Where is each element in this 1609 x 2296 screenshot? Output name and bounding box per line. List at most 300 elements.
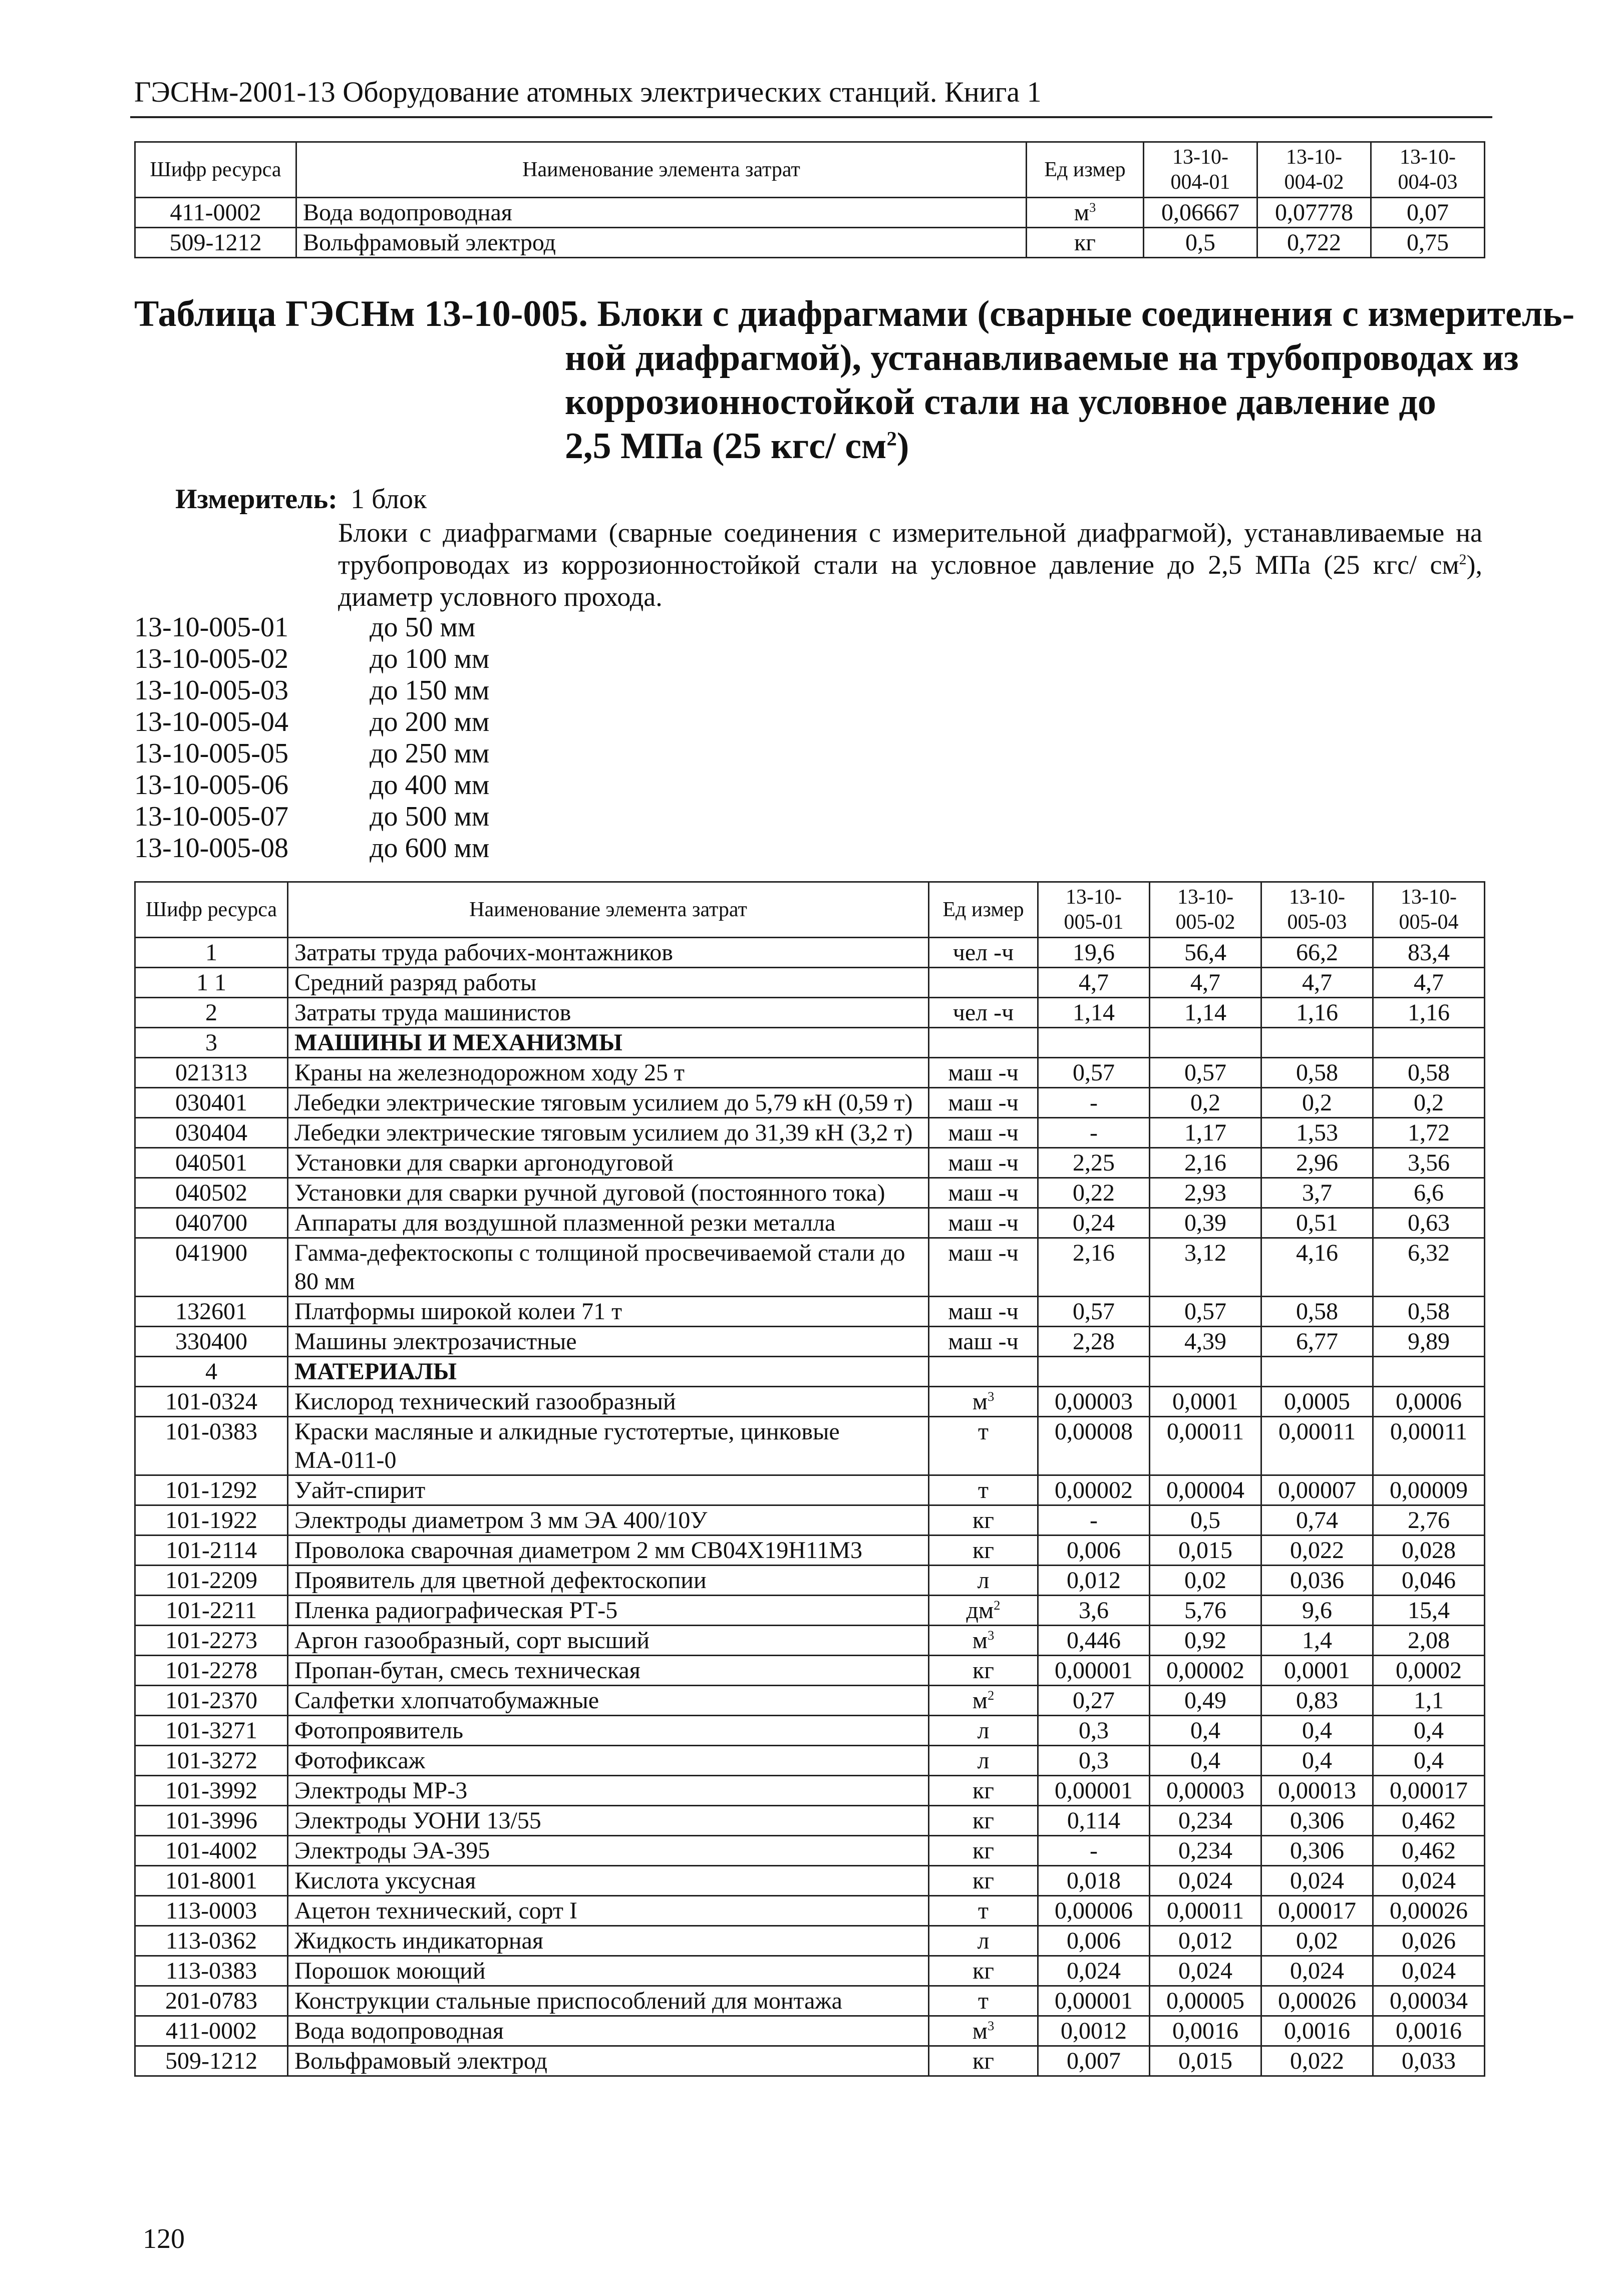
cell-value: 0,57 [1038, 1058, 1150, 1088]
cell-name: Затраты труда машинистов [288, 998, 929, 1028]
cell-value: 0,234 [1150, 1806, 1261, 1836]
cell-name: Жидкость индикаторная [288, 1926, 929, 1956]
cell-value: 0,0016 [1150, 2016, 1261, 2046]
unit-sup: 3 [1089, 200, 1096, 215]
cell-name: Порошок моющий [288, 1956, 929, 1986]
cell-value: - [1038, 1836, 1150, 1866]
cell-value: 4,7 [1373, 968, 1485, 998]
cell-name: МАШИНЫ И МЕХАНИЗМЫ [288, 1028, 929, 1058]
cell-name: Пленка радиографическая РТ-5 [288, 1596, 929, 1626]
item-code: 13-10-005-02 [134, 643, 288, 674]
cell-code: 113-0383 [135, 1956, 288, 1986]
description-sup: 2 [1459, 552, 1467, 568]
cell-value: 0,446 [1038, 1626, 1150, 1656]
page-number: 120 [143, 2223, 185, 2254]
cell-value: 0,4 [1150, 1746, 1261, 1776]
unit-text: кг [972, 1807, 994, 1834]
code-list-item [134, 738, 489, 770]
cell-value: 83,4 [1373, 938, 1485, 968]
cell-code: 101-8001 [135, 1866, 288, 1896]
cell-code: 201-0783 [135, 1986, 288, 2016]
cell-code: 101-4002 [135, 1836, 288, 1866]
cell-code: 101-2209 [135, 1566, 288, 1596]
cell-code: 101-2273 [135, 1626, 288, 1656]
cell-name: Лебедки электрические тяговым усилием до 31,39 кН (3,2 т) [288, 1118, 929, 1148]
cell-unit [929, 1926, 1038, 1956]
cell-value: 6,77 [1261, 1327, 1373, 1357]
table-row [135, 938, 1485, 968]
cell-unit [929, 1626, 1038, 1656]
col-header-name: Наименование элемента затрат [296, 142, 1027, 198]
cell-value: 0,3 [1038, 1746, 1150, 1776]
col-header-c4: 13-10- 005-04 [1373, 882, 1485, 938]
cell-value: 3,6 [1038, 1596, 1150, 1626]
unit-text: т [978, 1477, 989, 1503]
cell-name: Салфетки хлопчатобумажные [288, 1686, 929, 1716]
cell-name: Конструкции стальные приспособлений для монтажа [288, 1986, 929, 2016]
section-row [135, 1357, 1485, 1387]
cell-value: 0,006 [1038, 1536, 1150, 1566]
table-row [135, 1896, 1485, 1926]
table-row [135, 1986, 1485, 2016]
cell-name: Аппараты для воздушной плазменной резки металла [288, 1208, 929, 1238]
cell-name: Установки для сварки ручной дуговой (постоянного тока) [288, 1178, 929, 1208]
unit-text: кг [972, 2048, 994, 2074]
cell-value: 0,57 [1038, 1297, 1150, 1327]
table-row [135, 1238, 1485, 1297]
unit-text: маш -ч [948, 1328, 1019, 1355]
unit-sup: 3 [988, 2018, 995, 2033]
cell-unit [929, 1148, 1038, 1178]
cell-unit [929, 1596, 1038, 1626]
cell-value: 0,00001 [1038, 1986, 1150, 2016]
cell-value: 2,28 [1038, 1327, 1150, 1357]
cell-code: 040700 [135, 1208, 288, 1238]
cell-name: Краски масляные и алкидные густотертые, цинковые МА-011-0 [288, 1417, 929, 1475]
col-header-unit: Ед измер [1027, 142, 1144, 198]
previous-table-continuation [134, 141, 1485, 258]
cell-unit [929, 2046, 1038, 2076]
cell-code: 2 [135, 998, 288, 1028]
item-text: до 100 мм [370, 643, 490, 674]
cell-value: 0,58 [1261, 1058, 1373, 1088]
cell-value: 0,4 [1373, 1716, 1485, 1746]
table-row [135, 1626, 1485, 1656]
cell-code: 101-1922 [135, 1505, 288, 1536]
cell-value: 0,24 [1038, 1208, 1150, 1238]
cell-value: 4,7 [1150, 968, 1261, 998]
unit-text: кг [1074, 229, 1096, 256]
cell-value: 0,00006 [1038, 1896, 1150, 1926]
table-row [135, 2046, 1485, 2076]
table-row [135, 1475, 1485, 1505]
cell-name: Гамма-дефектоскопы с толщиной просвечиваемой стали до 80 мм [288, 1238, 929, 1297]
unit-text: кг [972, 1507, 994, 1534]
cell-code: 101-0324 [135, 1387, 288, 1417]
cell-code: 101-2278 [135, 1656, 288, 1686]
cell-value: 0,024 [1150, 1866, 1261, 1896]
cell-value: 0,00026 [1373, 1896, 1485, 1926]
item-text: до 50 мм [370, 612, 476, 643]
cell-unit [929, 1088, 1038, 1118]
cell-value: 0,00007 [1261, 1475, 1373, 1505]
cell-unit [929, 1118, 1038, 1148]
cell-unit [929, 968, 1038, 998]
cell-code: 030404 [135, 1118, 288, 1148]
cell-value: 0,92 [1150, 1626, 1261, 1656]
unit-text: м [972, 1687, 988, 1714]
cell-value: 0,00011 [1261, 1417, 1373, 1475]
cell-value: 0,2 [1261, 1088, 1373, 1118]
cell-name: Пропан-бутан, смесь техническая [288, 1656, 929, 1686]
unit-sup: 2 [994, 1598, 1001, 1613]
cell-value: 2,76 [1373, 1505, 1485, 1536]
description [338, 517, 1482, 613]
cell-value: 0,00017 [1261, 1896, 1373, 1926]
table-row [135, 1208, 1485, 1238]
cell-code: 509-1212 [135, 2046, 288, 2076]
cell-code: 411-0002 [135, 2016, 288, 2046]
cell-value: 0,00011 [1373, 1417, 1485, 1475]
cell-name: Ацетон технический, сорт I [288, 1896, 929, 1926]
cell-unit [929, 998, 1038, 1028]
cell-value: 0,033 [1373, 2046, 1485, 2076]
cell-unit [929, 1208, 1038, 1238]
cell-value: 0,015 [1150, 2046, 1261, 2076]
cell-value: 0,0005 [1261, 1387, 1373, 1417]
item-text: до 250 мм [370, 738, 490, 769]
title-line-3: коррозионностойкой стали на условное давление до [565, 381, 1436, 423]
cell-code: 040502 [135, 1178, 288, 1208]
cell-value: 0,306 [1261, 1806, 1373, 1836]
meter-value: 1 блок [351, 484, 427, 515]
cell-value: 0,2 [1150, 1088, 1261, 1118]
table-header-row [135, 882, 1485, 938]
table-row [135, 1088, 1485, 1118]
unit-text: л [977, 1717, 990, 1744]
table-row [135, 1656, 1485, 1686]
cell-name: МАТЕРИАЛЫ [288, 1357, 929, 1387]
cell-value: 0,07 [1371, 198, 1485, 228]
unit-text: маш -ч [948, 1240, 1019, 1266]
cell-value: 0,234 [1150, 1836, 1261, 1866]
cell-code: 113-0003 [135, 1896, 288, 1926]
cell-value: 0,036 [1261, 1566, 1373, 1596]
code-list-item [134, 643, 489, 675]
cell-code: 041900 [135, 1238, 288, 1297]
code-list-item [134, 833, 489, 864]
cell-name: Проволока сварочная диаметром 2 мм СВ04Х19Н11М3 [288, 1536, 929, 1566]
cell-unit [929, 1836, 1038, 1866]
unit-sup: 3 [988, 1628, 995, 1643]
unit-text: маш -ч [948, 1180, 1019, 1206]
cell-value: 0,4 [1373, 1746, 1485, 1776]
cell-value: 4,16 [1261, 1238, 1373, 1297]
table-row [135, 1417, 1485, 1475]
cell-unit [929, 938, 1038, 968]
item-code: 13-10-005-05 [134, 738, 288, 769]
title-line-4-text: 2,5 МПа (25 кгс/ см [565, 426, 887, 467]
cell-value: 0,462 [1373, 1836, 1485, 1866]
unit-text: м [972, 1388, 988, 1415]
unit-text: м [1074, 199, 1090, 226]
cell-code: 101-0383 [135, 1417, 288, 1475]
table-row [135, 228, 1485, 258]
cell-value: 1,72 [1373, 1118, 1485, 1148]
cell-value: 1,16 [1261, 998, 1373, 1028]
cell-code: 101-1292 [135, 1475, 288, 1505]
cell-value: 0,022 [1261, 2046, 1373, 2076]
table-row [135, 1566, 1485, 1596]
cell-value [1038, 1357, 1150, 1387]
cell-code: 101-2114 [135, 1536, 288, 1566]
cell-unit [929, 1387, 1038, 1417]
cell-value: 15,4 [1373, 1596, 1485, 1626]
cell-value: 0,74 [1261, 1505, 1373, 1536]
cell-name: Лебедки электрические тяговым усилием до 5,79 кН (0,59 т) [288, 1088, 929, 1118]
cell-value: 0,75 [1371, 228, 1485, 258]
cell-code: 101-2211 [135, 1596, 288, 1626]
unit-text: м [972, 1627, 988, 1654]
title-line-4-end: ) [896, 426, 909, 467]
cell-value: 0,462 [1373, 1806, 1485, 1836]
table-row [135, 1746, 1485, 1776]
cell-value: 0,00002 [1150, 1656, 1261, 1686]
cell-value: 2,93 [1150, 1178, 1261, 1208]
cell-value: - [1038, 1118, 1150, 1148]
item-text: до 500 мм [370, 801, 490, 832]
table-row [135, 1956, 1485, 1986]
cell-value: - [1038, 1088, 1150, 1118]
cell-code: 4 [135, 1357, 288, 1387]
item-text: до 150 мм [370, 675, 490, 706]
cell-value: 0,114 [1038, 1806, 1150, 1836]
cell-value: 0,00004 [1150, 1475, 1261, 1505]
cell-value: 0,07778 [1257, 198, 1371, 228]
cell-unit [929, 1357, 1038, 1387]
cell-unit [929, 1327, 1038, 1357]
cell-value: 0,4 [1261, 1746, 1373, 1776]
item-code: 13-10-005-06 [134, 770, 288, 801]
cell-value: 0,024 [1373, 1956, 1485, 1986]
cell-value: 0,57 [1150, 1297, 1261, 1327]
cell-unit [929, 1746, 1038, 1776]
cell-value: 0,012 [1150, 1926, 1261, 1956]
cell-value: 0,00011 [1150, 1417, 1261, 1475]
cell-value: 0,00003 [1038, 1387, 1150, 1417]
table-row [135, 1327, 1485, 1357]
cell-code: 509-1212 [135, 228, 296, 258]
cell-value: 0,58 [1261, 1297, 1373, 1327]
unit-text: т [978, 1988, 989, 2014]
cell-value: 0,58 [1373, 1058, 1485, 1088]
cell-code: 101-3272 [135, 1746, 288, 1776]
cell-value: 1,14 [1038, 998, 1150, 1028]
cell-value: 0,018 [1038, 1866, 1150, 1896]
cell-value: 0,028 [1373, 1536, 1485, 1566]
cell-value: 0,015 [1150, 1536, 1261, 1566]
cell-unit [929, 1776, 1038, 1806]
unit-text: кг [972, 1657, 994, 1684]
cell-code: 1 1 [135, 968, 288, 998]
cell-value [1373, 1028, 1485, 1058]
cell-value: 0,4 [1150, 1716, 1261, 1746]
cell-value: 0,39 [1150, 1208, 1261, 1238]
code-list-item [134, 801, 489, 833]
cell-code: 330400 [135, 1327, 288, 1357]
cell-code: 101-3996 [135, 1806, 288, 1836]
cell-code: 411-0002 [135, 198, 296, 228]
table-row [135, 1387, 1485, 1417]
cell-value: 0,0016 [1373, 2016, 1485, 2046]
table-row [135, 1297, 1485, 1327]
cell-value: 0,00001 [1038, 1656, 1150, 1686]
cell-unit [929, 1178, 1038, 1208]
cell-value: 0,024 [1261, 1866, 1373, 1896]
cell-value: 0,306 [1261, 1836, 1373, 1866]
cell-value: 1,4 [1261, 1626, 1373, 1656]
col-header-c1: 13-10- 004-01 [1144, 142, 1257, 198]
resource-table [134, 881, 1485, 2077]
table-row [135, 1866, 1485, 1896]
title-line-4-sup: 2 [886, 427, 897, 450]
cell-code: 101-3271 [135, 1716, 288, 1746]
cell-name: Платформы широкой колеи 71 т [288, 1297, 929, 1327]
cell-name: Вода водопроводная [296, 198, 1027, 228]
unit-text: л [977, 1928, 990, 1954]
item-code: 13-10-005-01 [134, 612, 288, 643]
cell-value: 66,2 [1261, 938, 1373, 968]
cell-value: 0,00017 [1373, 1776, 1485, 1806]
table-row [135, 1806, 1485, 1836]
table-row [135, 1686, 1485, 1716]
cell-value [1038, 1028, 1150, 1058]
cell-value: 0,00002 [1038, 1475, 1150, 1505]
unit-sup: 3 [988, 1389, 995, 1404]
title-line-1: Таблица ГЭСНм 13-10-005. Блоки с диафрагмами (сварные соединения с измеритель- [134, 293, 1575, 334]
cell-value: 0,00001 [1038, 1776, 1150, 1806]
item-code: 13-10-005-04 [134, 706, 288, 737]
description-text-2: ), диаметр условного прохода. [338, 550, 1482, 612]
table-row [135, 1118, 1485, 1148]
item-text: до 600 мм [370, 833, 490, 864]
cell-value: 0,0001 [1261, 1656, 1373, 1686]
unit-text: т [978, 1897, 989, 1924]
cell-name: Фотопроявитель [288, 1716, 929, 1746]
cell-name: Электроды ЭА-395 [288, 1836, 929, 1866]
cell-unit [929, 1566, 1038, 1596]
table-row [135, 1836, 1485, 1866]
cell-code: 030401 [135, 1088, 288, 1118]
code-list [134, 612, 489, 864]
cell-value: 0,006 [1038, 1926, 1150, 1956]
unit-text: маш -ч [948, 1210, 1019, 1236]
unit-text: м [972, 2018, 988, 2044]
unit-text: л [977, 1747, 990, 1774]
cell-value: 0,4 [1261, 1716, 1373, 1746]
cell-unit [929, 1028, 1038, 1058]
cell-code: 1 [135, 938, 288, 968]
cell-value: 0,00003 [1150, 1776, 1261, 1806]
table-row [135, 198, 1485, 228]
cell-name: Вольфрамовый электрод [288, 2046, 929, 2076]
unit-text: кг [972, 1537, 994, 1564]
table-header-row [135, 142, 1485, 198]
cell-value: 0,00008 [1038, 1417, 1150, 1475]
cell-value: 4,7 [1038, 968, 1150, 998]
table-row [135, 1596, 1485, 1626]
code-list-item [134, 612, 489, 643]
meter-label: Измеритель: [175, 484, 338, 515]
cell-name: Краны на железнодорожном ходу 25 т [288, 1058, 929, 1088]
code-list-item [134, 770, 489, 801]
cell-name: Электроды МР-3 [288, 1776, 929, 1806]
cell-value: 0,024 [1150, 1956, 1261, 1986]
code-list-item [134, 706, 489, 738]
cell-value: 2,96 [1261, 1148, 1373, 1178]
cell-unit [929, 1536, 1038, 1566]
cell-code: 113-0362 [135, 1926, 288, 1956]
cell-value: - [1038, 1505, 1150, 1536]
cell-unit [929, 1475, 1038, 1505]
unit-text: маш -ч [948, 1089, 1019, 1116]
col-header-unit: Ед измер [929, 882, 1038, 938]
col-header-c3: 13-10- 005-03 [1261, 882, 1373, 938]
cell-value: 0,22 [1038, 1178, 1150, 1208]
table-row [135, 1776, 1485, 1806]
cell-value: 1,16 [1373, 998, 1485, 1028]
cell-value: 0,02 [1261, 1926, 1373, 1956]
cell-code: 3 [135, 1028, 288, 1058]
cell-value: 0,024 [1038, 1956, 1150, 1986]
description-text-1: Блоки с диафрагмами (сварные соединения с измерительной диафрагмой), устанавливаемые на трубопроводах из коррозионностойкой стали на условное давление до 2,5 МПа (25 кгс/ см [338, 518, 1482, 580]
cell-value: 0,0016 [1261, 2016, 1373, 2046]
cell-unit [1027, 198, 1144, 228]
cell-value: 2,16 [1150, 1148, 1261, 1178]
cell-value: 0,046 [1373, 1566, 1485, 1596]
cell-value: 19,6 [1038, 938, 1150, 968]
table-row [135, 1926, 1485, 1956]
unit-text: кг [972, 1958, 994, 1984]
table-row [135, 1505, 1485, 1536]
col-header-c1: 13-10- 005-01 [1038, 882, 1150, 938]
cell-unit [929, 1806, 1038, 1836]
item-code: 13-10-005-08 [134, 833, 288, 864]
cell-code: 101-3992 [135, 1776, 288, 1806]
table-row [135, 1716, 1485, 1746]
unit-text: маш -ч [948, 1298, 1019, 1325]
item-text: до 200 мм [370, 706, 490, 737]
cell-value: 6,32 [1373, 1238, 1485, 1297]
cell-code: 040501 [135, 1148, 288, 1178]
cell-value: 2,25 [1038, 1148, 1150, 1178]
cell-value [1373, 1357, 1485, 1387]
cell-unit [929, 1238, 1038, 1297]
cell-value: 2,16 [1038, 1238, 1150, 1297]
col-header-c2: 13-10- 005-02 [1150, 882, 1261, 938]
cell-value: 0,06667 [1144, 198, 1257, 228]
cell-unit [929, 1297, 1038, 1327]
section-row [135, 1028, 1485, 1058]
table-row [135, 1058, 1485, 1088]
cell-name: Кислота уксусная [288, 1866, 929, 1896]
cell-value: 9,6 [1261, 1596, 1373, 1626]
cell-value: 0,00034 [1373, 1986, 1485, 2016]
cell-value: 0,57 [1150, 1058, 1261, 1088]
cell-value: 0,007 [1038, 2046, 1150, 2076]
col-header-code: Шифр ресурса [135, 142, 296, 198]
item-code: 13-10-005-03 [134, 675, 288, 706]
